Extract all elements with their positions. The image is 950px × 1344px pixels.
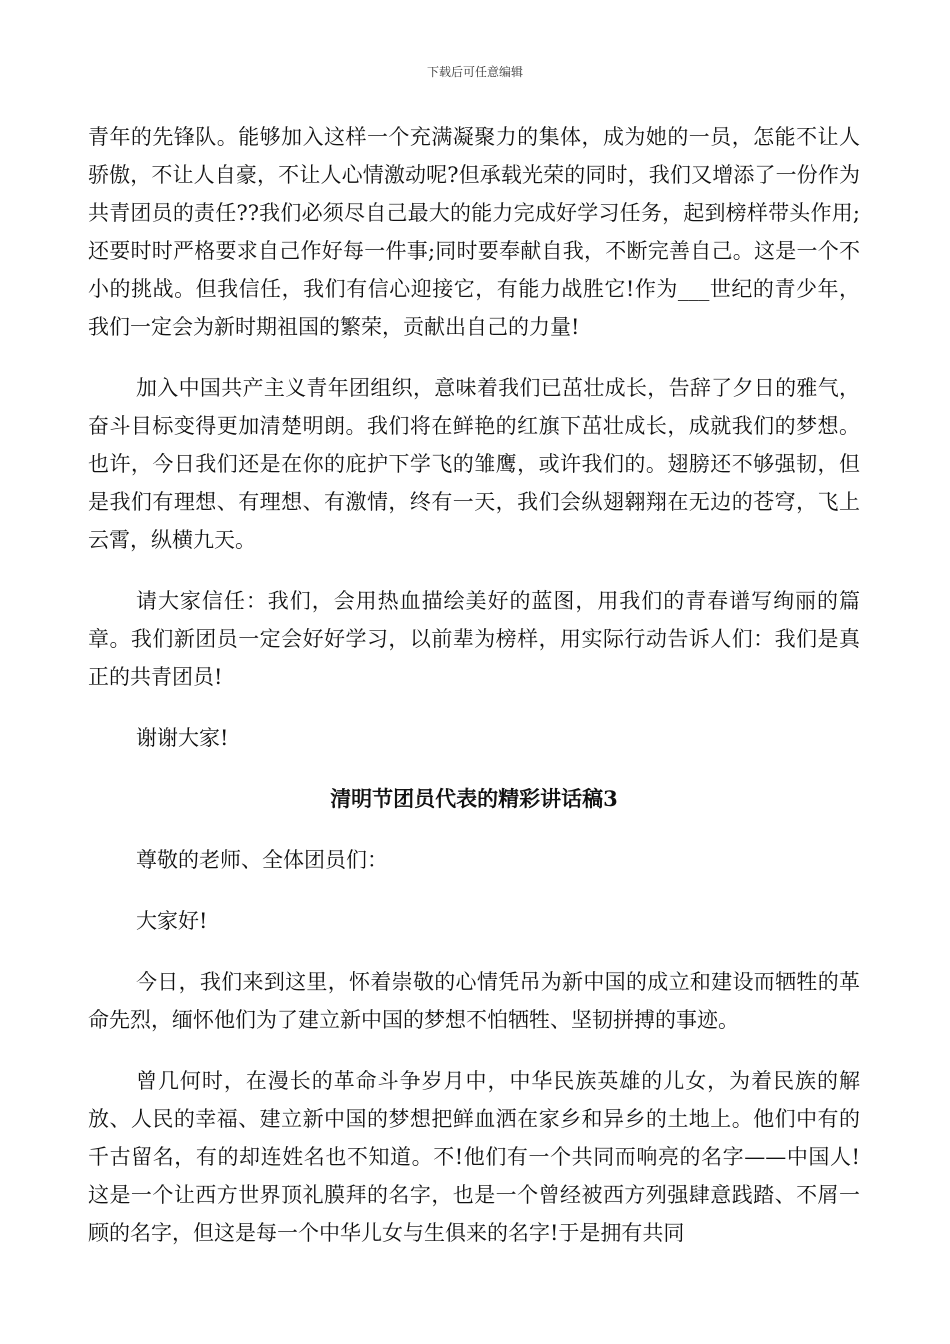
- paragraph: 加入中国共产主义青年团组织，意味着我们已茁壮成长，告辞了夕日的雅气，奋斗目标变得更加清楚明朗。我们将在鲜艳的红旗下茁壮成长，成就我们的梦想。也许，今日我们还是在你的庇护下学飞的雏鹰，或许我们的。翅膀还不够强韧，但是我们有理想、有理想、有激情，终有一天，我们会纵翅翱翔在无边的苍穹，飞上云霄，纵横九天。: [88, 376, 860, 552]
- paragraph: 青年的先锋队。能够加入这样一个充满凝聚力的集体，成为她的一员，怎能不让人骄傲，不让人自豪，不让人心情激动呢?但承载光荣的同时，我们又增添了一份作为共青团员的责任??我们必须尽自己最大的能力完成好学习任务，起到榜样带头作用;还要时时严格要求自己作好每一件事;同时要奉献自我，不断完善自己。这是一个不小的挑战。但我信任，我们有信心迎接它，有能力战胜它!作为___世纪的青少年，我们一定会为新时期祖国的繁荣，贡献出自己的力量!: [88, 125, 860, 339]
- paragraph: 今日，我们来到这里，怀着崇敬的心情凭吊为新中国的成立和建设而牺牲的革命先烈，缅怀他们为了建立新中国的梦想不怕牺牲、坚韧拼搏的事迹。: [88, 970, 860, 1032]
- paragraph: 曾几何时，在漫长的革命斗争岁月中，中华民族英雄的儿女，为着民族的解放、人民的幸福、建立新中国的梦想把鲜血洒在家乡和异乡的土地上。他们中有的千古留名，有的却连姓名也不知道。不!他们有一个共同而响亮的名字——中国人!这是一个让西方世界顶礼膜拜的名字，也是一个曾经被西方列强肆意践踏、不屑一顾的名字，但这是每一个中华儿女与生俱来的名字!于是拥有共同: [88, 1069, 860, 1245]
- salutation: 尊敬的老师、全体团员们：: [136, 848, 388, 872]
- greeting: 大家好!: [136, 909, 208, 933]
- document-body: [88, 118, 860, 1275]
- page-header: 下载后可任意编辑: [426, 65, 523, 79]
- section-title: 清明节团员代表的精彩讲话稿3: [330, 786, 618, 811]
- paragraph: 请大家信任：我们，会用热血描绘美好的蓝图，用我们的青春谱写绚丽的篇章。我们新团员一定会好好学习，以前辈为榜样，用实际行动告诉人们：我们是真正的共青团员!: [88, 589, 860, 689]
- closing-line: 谢谢大家!: [136, 726, 229, 750]
